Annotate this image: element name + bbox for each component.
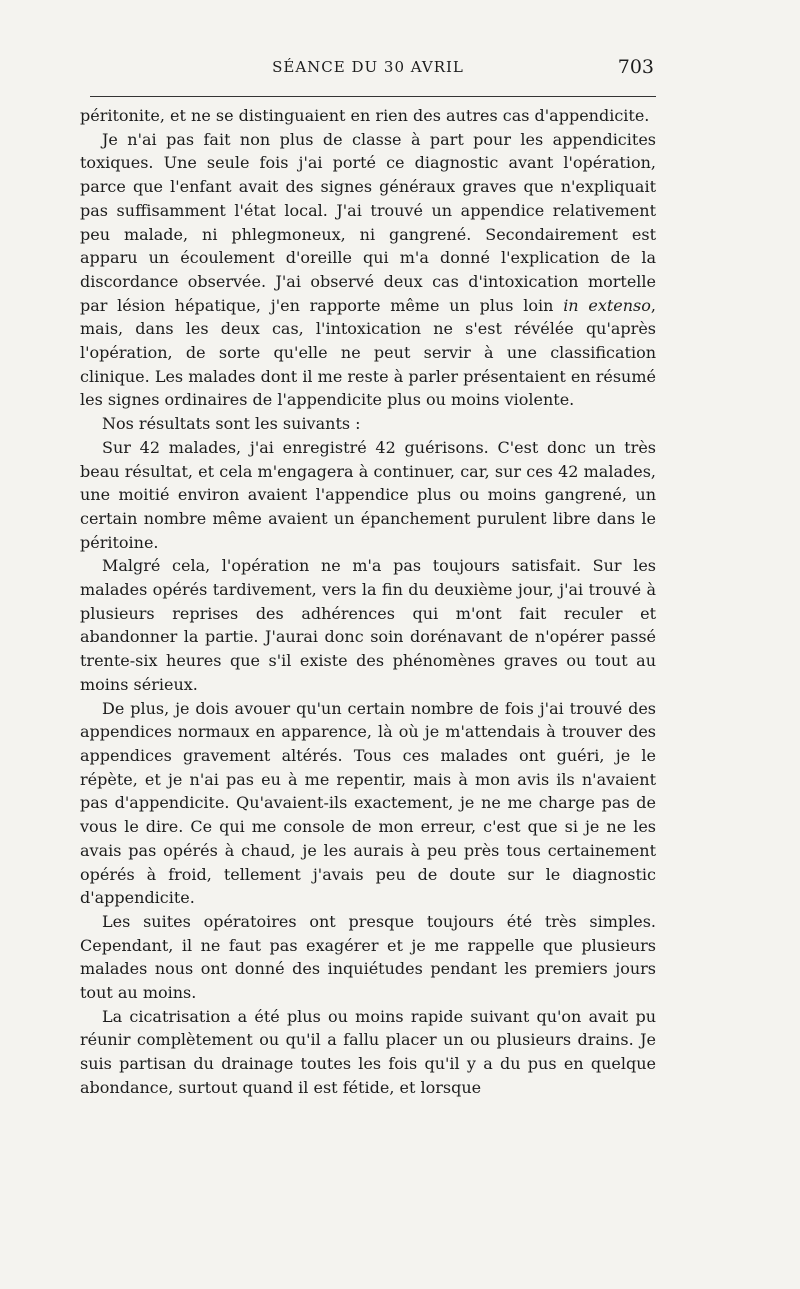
page-header <box>80 58 656 84</box>
paragraph-1: péritonite, et ne se distinguaient en rien des autres cas d'appendicite. <box>80 106 650 125</box>
paragraph-3: Nos résultats sont les suivants : <box>102 414 361 434</box>
page-number: 703 <box>617 56 654 78</box>
paragraph-2-part-2: , mais, dans les deux cas, l'intoxication ne s'est révélée qu'après l'opération, de sorte qu'elle ne peut servir à une classification clinique. Les malades dont il me reste à parler présentaient en résumé les signes ordinaires de l'appendicite plus ou moins violente. <box>80 295 656 410</box>
paragraph-2-emphasis: in extenso <box>563 295 651 315</box>
paragraph-7: Les suites opératoires ont presque toujours été très simples. Cependant, il ne faut pas exagérer et je me rappelle que plusieurs malades nous ont donné des inquiétudes pendant les premiers jours tout au moins. <box>80 911 656 1003</box>
paragraph-5: Malgré cela, l'opération ne m'a pas toujours satisfait. Sur les malades opérés tardivement, vers la fin du deuxième jour, j'ai trouvé à plusieurs reprises des adhérences qui m'ont fait reculer et abandonner la partie. J'aurai donc soin dorénavant de n'opérer passé trente-six heures que s'il existe des phénomènes graves ou tout au moins sérieux. <box>80 556 656 694</box>
paragraph-2 <box>80 128 656 412</box>
running-title: SÉANCE DU 30 AVRIL <box>272 58 464 76</box>
header-rule <box>90 96 656 97</box>
paragraph-4: Sur 42 malades, j'ai enregistré 42 guérisons. C'est donc un très beau résultat, et cela m'engagera à continuer, car, sur ces 42 malades, une moitié environ avaient l'appendice plus ou moins gangrené, un certain nombre même avaient un épanchement purulent libre dans le péritoine. <box>80 437 656 552</box>
paragraph-2-part-1: Je n'ai pas fait non plus de classe à part pour les appendicites toxiques. Une seule fois j'ai porté ce diagnostic avant l'opération, parce que l'enfant avait des signes généraux graves que n'expliquait pas suffisamment l'état local. J'ai trouvé un appendice relativement peu malade, ni phlegmoneux, ni gangrené. Secondairement est apparu un écoulement d'oreille qui m'a donné l'explication de la discordance observée. J'ai observé deux cas d'intoxication mortelle par lésion hépatique, j'en rapporte même un plus loin <box>80 129 656 315</box>
paragraph-8: La cicatrisation a été plus ou moins rapide suivant qu'on avait pu réunir complètement ou qu'il a fallu placer un ou plusieurs drains. Je suis partisan du drainage toutes les fois qu'il y a du pus en quelque abondance, surtout quand il est fétide, et lorsque <box>80 1006 656 1097</box>
body-text <box>80 104 656 1100</box>
paragraph-6: De plus, je dois avouer qu'un certain nombre de fois j'ai trouvé des appendices normaux en apparence, là où je m'attendais à trouver des appendices gravement altérés. Tous ces malades ont guéri, je le répète, et je n'ai pas eu à me repentir, mais à mon avis ils n'avaient pas d'appendicite. Qu'avaient-ils exactement, je ne me charge pas de vous le dire. Ce qui me console de mon erreur, c'est que si je ne les avais pas opérés à chaud, je les aurais à peu près tous certainement opérés à froid, tellement j'avais peu de doute sur le diagnostic d'appendicite. <box>80 698 656 908</box>
